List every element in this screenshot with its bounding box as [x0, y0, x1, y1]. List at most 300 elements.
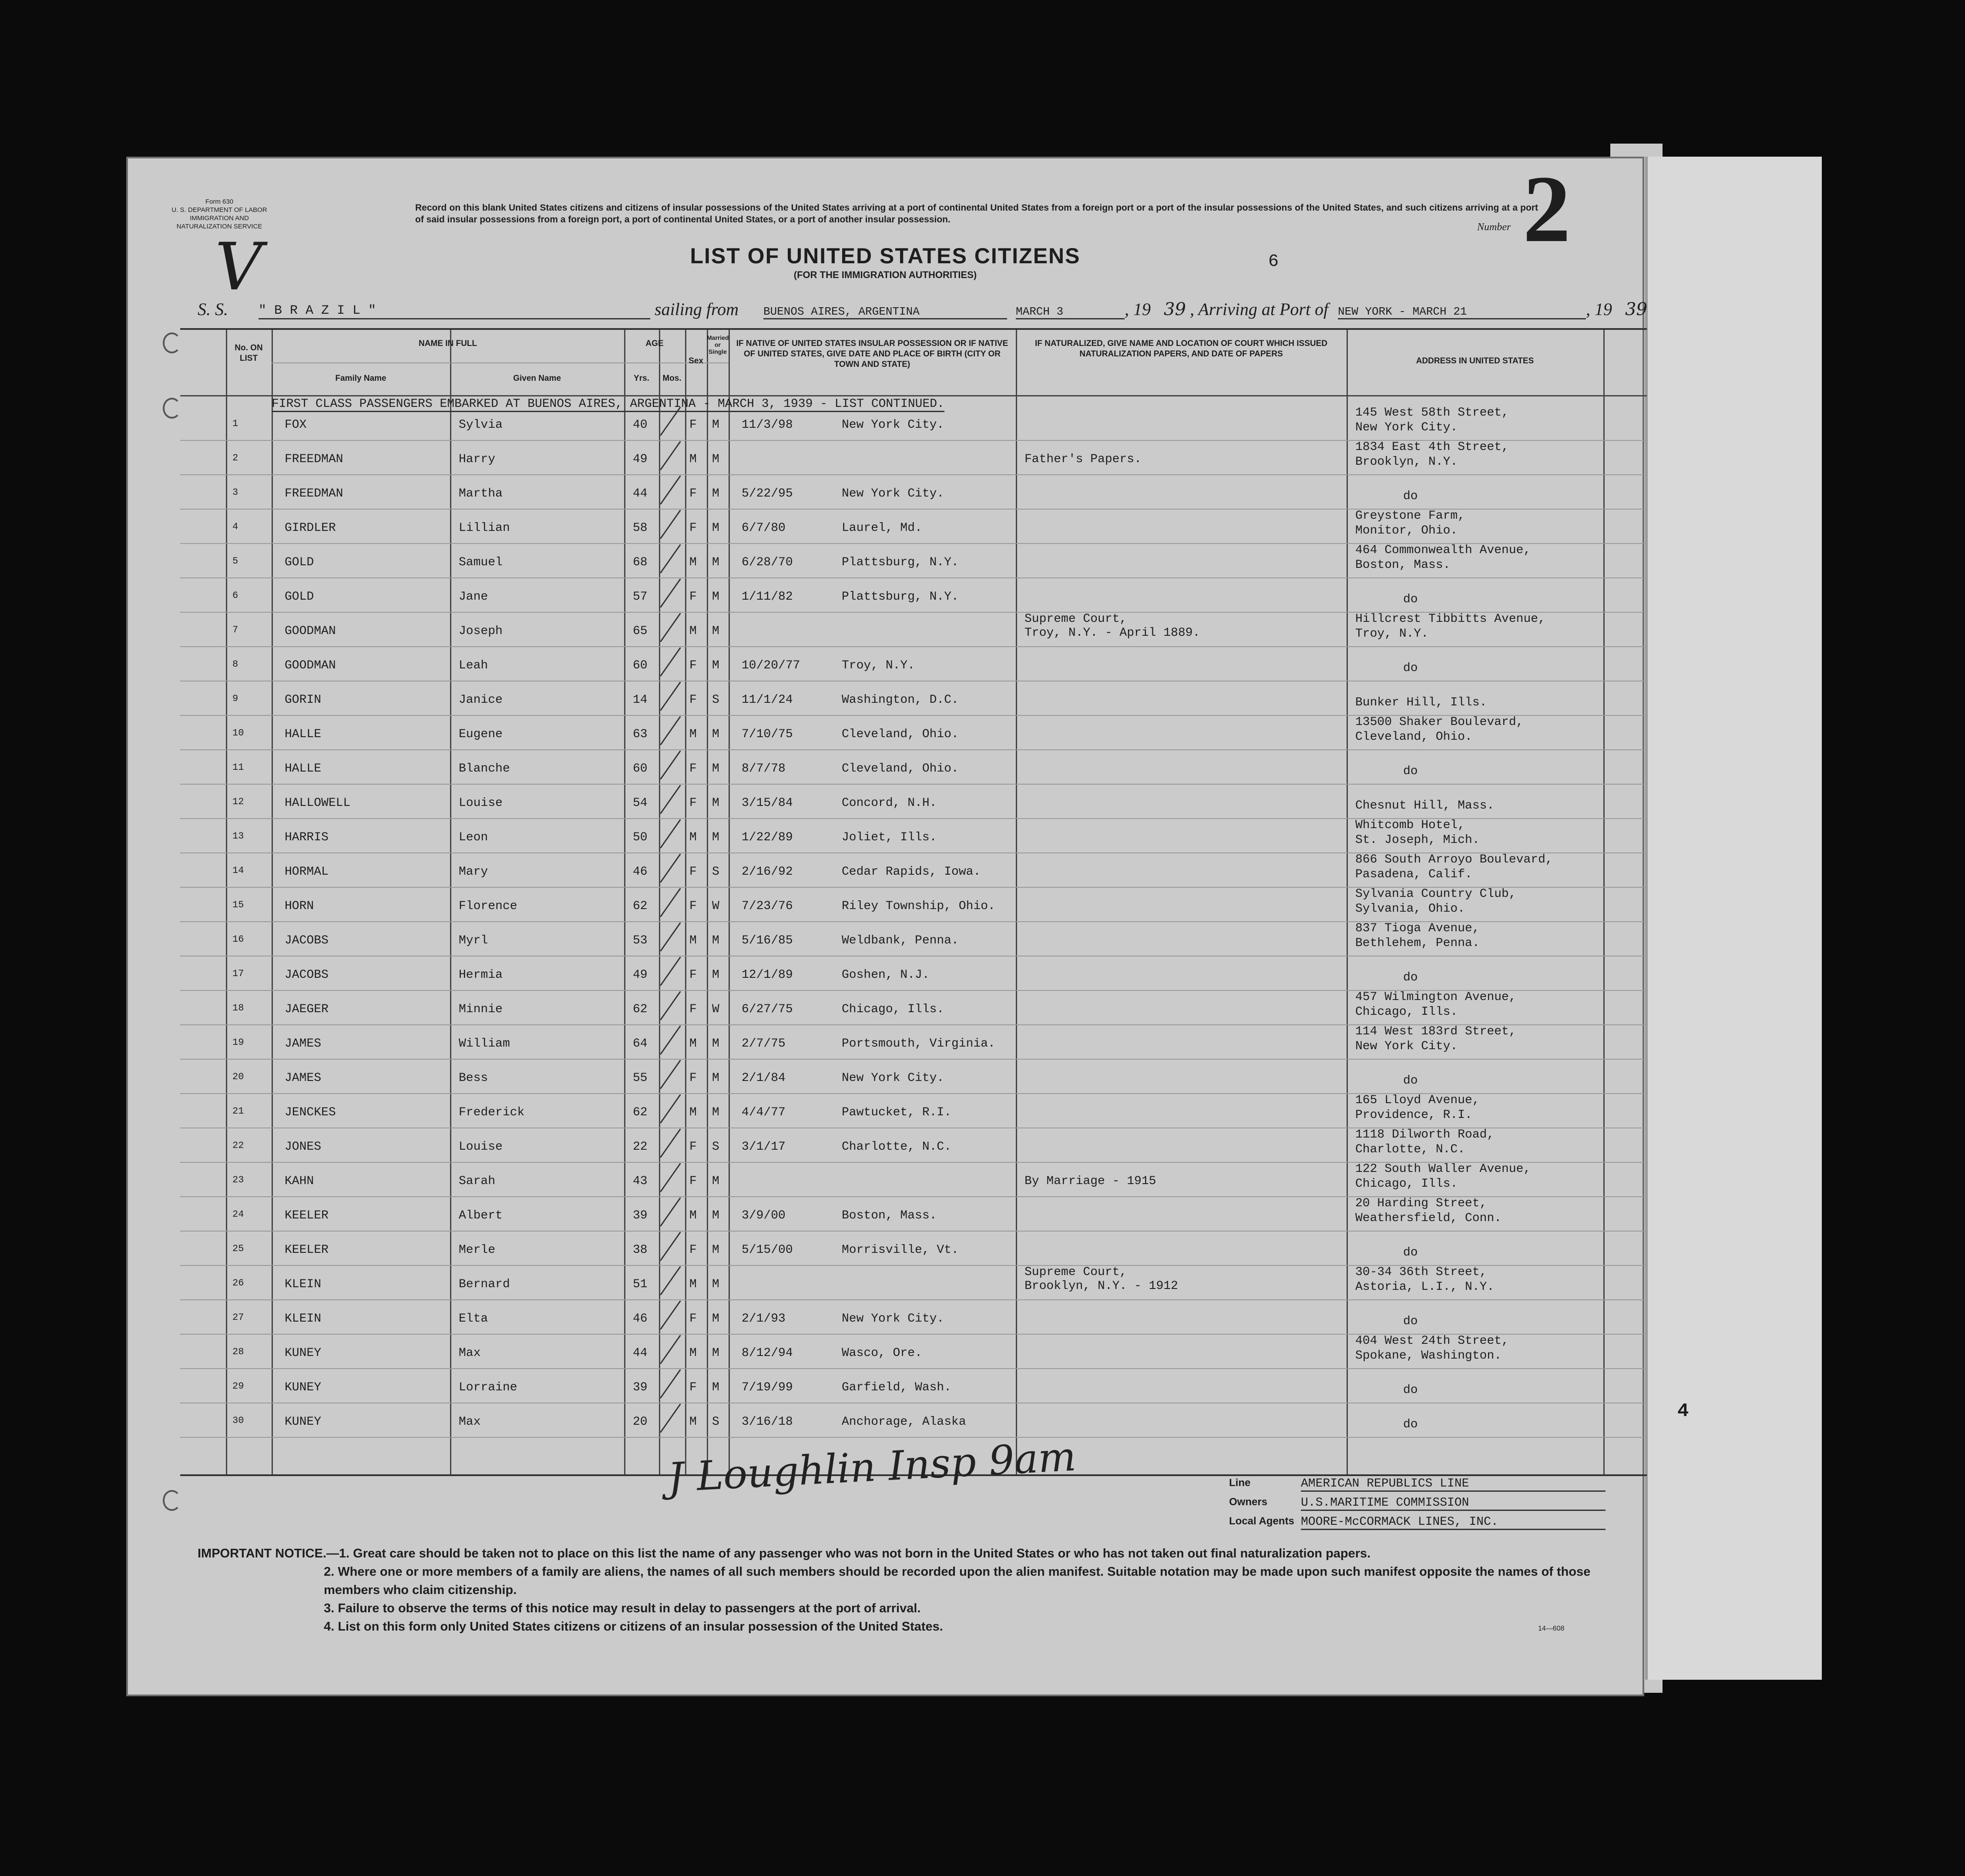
sex: F	[689, 418, 697, 432]
tally-stroke	[660, 1403, 681, 1433]
table-row	[180, 440, 1647, 474]
family-name: KUNEY	[285, 1415, 322, 1429]
birth-place: Laurel, Md.	[842, 521, 922, 535]
given-name: Martha	[459, 487, 503, 500]
birth-date: 2/7/75	[742, 1037, 786, 1050]
given-name: Sylvia	[459, 418, 503, 432]
table-row	[180, 1300, 1647, 1334]
marital-status: M	[712, 796, 719, 810]
birth-place: Riley Township, Ohio.	[842, 899, 995, 913]
sex: F	[689, 865, 697, 879]
ss-label: S. S.	[198, 299, 228, 319]
departure-port: BUENOS AIRES, ARGENTINA	[763, 305, 1007, 319]
header-address: ADDRESS IN UNITED STATES	[1416, 356, 1534, 366]
address-line-2: New York City.	[1355, 1040, 1458, 1053]
row-number: 3	[232, 487, 238, 498]
row-number: 14	[232, 865, 244, 876]
given-name: Frederick	[459, 1106, 525, 1119]
given-name: Joseph	[459, 624, 503, 638]
address-line-2: Charlotte, N.C.	[1355, 1143, 1465, 1156]
table-row	[180, 612, 1647, 646]
address-line-1: 165 Lloyd Avenue,	[1355, 1094, 1480, 1107]
birth-date: 5/15/00	[742, 1243, 793, 1257]
header-family: Family Name	[335, 374, 386, 383]
marital-status: S	[712, 693, 719, 707]
given-name: Minnie	[459, 1003, 503, 1016]
address-line-1: 404 West 24th Street,	[1355, 1334, 1509, 1348]
marital-status: M	[712, 1243, 719, 1257]
year2: 39	[1625, 299, 1647, 319]
header-mos: Mos.	[662, 374, 682, 383]
row-number: 11	[232, 762, 244, 773]
form-code: 14—608	[1538, 1625, 1565, 1632]
address-line-1: 837 Tioga Avenue,	[1355, 922, 1480, 935]
birth-place: Cleveland, Ohio.	[842, 762, 959, 775]
marital-status: M	[712, 1037, 719, 1050]
tally-stroke	[660, 956, 681, 986]
marital-status: M	[712, 1175, 719, 1188]
table-row	[180, 853, 1647, 887]
birth-date: 6/27/75	[742, 1003, 793, 1016]
sex: F	[689, 762, 697, 775]
row-number: 10	[232, 728, 244, 738]
age-years: 40	[633, 418, 648, 432]
row-number: 6	[232, 590, 238, 601]
page-subtitle: (FOR THE IMMIGRATION AUTHORITIES)	[793, 269, 977, 280]
naturalization-court: Supreme Court,	[1024, 612, 1127, 626]
table-row	[180, 922, 1647, 956]
marital-status: M	[712, 1381, 719, 1394]
age-years: 62	[633, 1003, 648, 1016]
address-line-2: do	[1403, 661, 1418, 675]
family-name: KAHN	[285, 1175, 314, 1188]
header-naturalized: IF NATURALIZED, GIVE NAME AND LOCATION OF COURT WHICH ISSUED NATURALIZATION PAPERS, AND DATE OF PAPERS	[1035, 339, 1327, 359]
owners-value: U.S.MARITIME COMMISSION	[1301, 1496, 1606, 1511]
given-name: Leon	[459, 831, 488, 844]
address-line-1: Greystone Farm,	[1355, 509, 1465, 523]
row-number: 23	[232, 1175, 244, 1185]
sex: F	[689, 1243, 697, 1257]
tally-stroke	[660, 510, 681, 539]
table-row	[180, 1025, 1647, 1059]
table-row	[180, 1162, 1647, 1196]
birth-place: Cedar Rapids, Iowa.	[842, 865, 981, 879]
family-name: JACOBS	[285, 934, 329, 947]
sailing-label: sailing from	[655, 299, 739, 319]
notice-title: IMPORTANT NOTICE.—1.	[198, 1547, 350, 1561]
address-line-2: Cleveland, Ohio.	[1355, 730, 1472, 744]
table-row	[180, 956, 1647, 990]
year1: 39	[1164, 299, 1186, 319]
tally-stroke	[660, 681, 681, 711]
sex: F	[689, 659, 697, 672]
address-line-2: Providence, R.I.	[1355, 1108, 1472, 1122]
tally-stroke	[660, 991, 681, 1020]
service-label: IMMIGRATION AND NATURALIZATION SERVICE	[176, 215, 262, 230]
agents-value: MOORE-McCORMACK LINES, INC.	[1301, 1515, 1606, 1530]
marital-status: M	[712, 1106, 719, 1119]
address-line-2: Bunker Hill, Ills.	[1355, 696, 1487, 709]
arriving-label: , Arriving at Port of	[1190, 299, 1329, 319]
age-years: 20	[633, 1415, 648, 1429]
binder-hole	[163, 1490, 181, 1511]
birth-place: Wasco, Ore.	[842, 1346, 922, 1360]
address-line-2: do	[1403, 593, 1418, 606]
sex: F	[689, 1312, 697, 1326]
address-line-2: Chicago, Ills.	[1355, 1177, 1458, 1191]
birth-place: Cleveland, Ohio.	[842, 728, 959, 741]
address-line-1: 114 West 183rd Street,	[1355, 1025, 1516, 1038]
naturalization-court: By Marriage - 1915	[1024, 1175, 1156, 1188]
row-number: 5	[232, 556, 238, 567]
birth-place: New York City.	[842, 1071, 944, 1085]
sex: F	[689, 590, 697, 604]
sex: M	[689, 1278, 697, 1291]
naturalization-detail: Troy, N.Y. - April 1889.	[1024, 626, 1200, 640]
address-line-1: 1118 Dilworth Road,	[1355, 1128, 1495, 1141]
given-name: Hermia	[459, 968, 503, 982]
address-line-1: Whitcomb Hotel,	[1355, 819, 1465, 832]
sex: M	[689, 728, 697, 741]
ship-name: " B R A Z I L "	[259, 303, 650, 319]
marital-status: W	[712, 899, 719, 913]
family-name: GOODMAN	[285, 659, 336, 672]
row-number: 18	[232, 1003, 244, 1014]
family-name: FREEDMAN	[285, 487, 343, 500]
age-years: 38	[633, 1243, 648, 1257]
tally-stroke	[660, 1335, 681, 1364]
line-value: AMERICAN REPUBLICS LINE	[1301, 1477, 1606, 1492]
address-line-2: Troy, N.Y.	[1355, 627, 1429, 641]
sex: M	[689, 1415, 697, 1429]
marital-status: M	[712, 968, 719, 982]
marital-status: S	[712, 1415, 719, 1429]
family-name: JACOBS	[285, 968, 329, 982]
address-line-2: do	[1403, 490, 1418, 503]
given-name: Bess	[459, 1071, 488, 1085]
age-years: 14	[633, 693, 648, 707]
given-name: Louise	[459, 796, 503, 810]
table-row	[180, 819, 1647, 852]
given-name: Max	[459, 1346, 481, 1360]
row-number: 16	[232, 934, 244, 945]
row-number: 25	[232, 1243, 244, 1254]
birth-place: Charlotte, N.C.	[842, 1140, 952, 1154]
family-name: HALLOWELL	[285, 796, 351, 810]
tally-stroke	[660, 578, 681, 607]
tally-stroke	[660, 1094, 681, 1123]
birth-date: 6/28/70	[742, 556, 793, 569]
address-line-1: 457 Wilmington Avenue,	[1355, 990, 1516, 1004]
age-years: 43	[633, 1175, 648, 1188]
address-line-1: Hillcrest Tibbitts Avenue,	[1355, 612, 1545, 626]
table-row	[180, 1128, 1647, 1162]
sex: M	[689, 1346, 697, 1360]
birth-place: Washington, D.C.	[842, 693, 959, 707]
marital-status: S	[712, 1140, 719, 1154]
given-name: Leah	[459, 659, 488, 672]
birth-date: 2/1/84	[742, 1071, 786, 1085]
inspector-signature: J Loughlin Insp 9am	[666, 1433, 1078, 1501]
address-line-2: Spokane, Washington.	[1355, 1349, 1502, 1363]
address-line-2: Weathersfield, Conn.	[1355, 1212, 1502, 1225]
age-years: 63	[633, 728, 648, 741]
marital-status: M	[712, 453, 719, 466]
age-years: 53	[633, 934, 648, 947]
birth-date: 6/7/80	[742, 521, 786, 535]
table-row	[180, 544, 1647, 577]
family-name: JAMES	[285, 1071, 322, 1085]
line-block	[1229, 1477, 1634, 1534]
address-line-1: 464 Commonwealth Avenue,	[1355, 544, 1531, 557]
row-number: 1	[232, 418, 238, 429]
family-name: JENCKES	[285, 1106, 336, 1119]
sex: F	[689, 899, 697, 913]
given-name: Elta	[459, 1312, 488, 1326]
birth-date: 3/16/18	[742, 1415, 793, 1429]
marital-status: W	[712, 1003, 719, 1016]
address-line-2: New York City.	[1355, 421, 1458, 434]
tally-stroke	[660, 922, 681, 951]
sex: M	[689, 556, 697, 569]
address-line-1: 1834 East 4th Street,	[1355, 440, 1509, 454]
table-row	[180, 406, 1647, 440]
sex: M	[689, 1209, 697, 1222]
header-name: NAME IN FULL	[418, 339, 477, 348]
birth-date: 5/22/95	[742, 487, 793, 500]
table-row	[180, 1094, 1647, 1128]
age-years: 49	[633, 453, 648, 466]
family-name: KUNEY	[285, 1381, 322, 1394]
marital-status: M	[712, 590, 719, 604]
birth-place: Plattsburg, N.Y.	[842, 590, 959, 604]
marital-status: M	[712, 1278, 719, 1291]
birth-place: Boston, Mass.	[842, 1209, 937, 1222]
table-row	[180, 887, 1647, 921]
row-number: 17	[232, 968, 244, 979]
address-line-2: do	[1403, 1418, 1418, 1431]
header-married: Married or Single	[707, 334, 729, 355]
row-number: 20	[232, 1071, 244, 1082]
table-row	[180, 1403, 1647, 1437]
age-years: 68	[633, 556, 648, 569]
address-line-2: do	[1403, 971, 1418, 984]
sex: F	[689, 521, 697, 535]
check-mark: V	[215, 229, 262, 305]
table-row	[180, 1265, 1647, 1299]
sex: F	[689, 487, 697, 500]
binder-hole	[163, 398, 181, 419]
given-name: Eugene	[459, 728, 503, 741]
birth-place: Anchorage, Alaska	[842, 1415, 966, 1429]
table-row	[180, 784, 1647, 818]
departure-date: MARCH 3	[1016, 305, 1125, 319]
sex: M	[689, 934, 697, 947]
age-years: 39	[633, 1209, 648, 1222]
given-name: Myrl	[459, 934, 488, 947]
age-years: 39	[633, 1381, 648, 1394]
given-name: Lorraine	[459, 1381, 517, 1394]
family-name: GIRDLER	[285, 521, 336, 535]
address-line-1: 866 South Arroyo Boulevard,	[1355, 853, 1553, 866]
birth-date: 7/23/76	[742, 899, 793, 913]
family-name: FOX	[285, 418, 307, 432]
tally-stroke	[660, 716, 681, 745]
age-years: 62	[633, 899, 648, 913]
birth-place: New York City.	[842, 487, 944, 500]
marital-status: M	[712, 556, 719, 569]
marital-status: M	[712, 728, 719, 741]
marital-status: M	[712, 659, 719, 672]
table-row	[180, 990, 1647, 1024]
header-birth: IF NATIVE OF UNITED STATES INSULAR POSSESSION OR IF NATIVE OF UNITED STATES, GIVE DATE AND PLACE OF BIRTH (CITY OR TOWN AND STATE)	[736, 339, 1008, 369]
sex: F	[689, 1381, 697, 1394]
birth-place: Pawtucket, R.I.	[842, 1106, 952, 1119]
address-line-2: do	[1403, 765, 1418, 778]
tally-stroke	[660, 1197, 681, 1226]
address-line-2: Bethlehem, Penna.	[1355, 936, 1480, 950]
tally-stroke	[660, 647, 681, 676]
tally-stroke	[660, 1369, 681, 1398]
row-number: 19	[232, 1037, 244, 1048]
birth-date: 11/3/98	[742, 418, 793, 432]
address-line-1: 20 Harding Street,	[1355, 1197, 1487, 1210]
row-number: 26	[232, 1278, 244, 1289]
address-line-1: 30-34 36th Street,	[1355, 1265, 1487, 1279]
birth-place: New York City.	[842, 418, 944, 432]
age-years: 57	[633, 590, 648, 604]
row-number: 12	[232, 796, 244, 807]
year2-prefix: , 19	[1586, 299, 1612, 319]
birth-date: 2/1/93	[742, 1312, 786, 1326]
tally-stroke	[660, 750, 681, 779]
age-years: 64	[633, 1037, 648, 1050]
row-number: 4	[232, 521, 238, 532]
address-line-1: Sylvania Country Club,	[1355, 887, 1516, 901]
sheet-mark: 6	[1268, 252, 1279, 272]
header-sex: Sex	[689, 356, 703, 366]
tally-stroke	[660, 544, 681, 573]
list-number: 2	[1523, 156, 1571, 262]
address-line-2: Brooklyn, N.Y.	[1355, 455, 1458, 469]
birth-place: Troy, N.Y.	[842, 659, 915, 672]
age-years: 58	[633, 521, 648, 535]
row-number: 28	[232, 1346, 244, 1357]
age-years: 54	[633, 796, 648, 810]
sex: F	[689, 1003, 697, 1016]
arrival-port-date: NEW YORK - MARCH 21	[1338, 305, 1586, 319]
naturalization-court: Father's Papers.	[1024, 453, 1142, 466]
notice-2: 2. Where one or more members of a family are aliens, the names of all such members should be recorded upon the alien manifest. Suitable notation may be made upon such manifest opposite the names of those members who claim citizenship.	[324, 1565, 1591, 1597]
owners-label: Owners	[1229, 1496, 1268, 1508]
family-name: JAEGER	[285, 1003, 329, 1016]
birth-place: Garfield, Wash.	[842, 1381, 952, 1394]
family-name: GOODMAN	[285, 624, 336, 638]
voyage-line	[198, 289, 1647, 319]
given-name: Samuel	[459, 556, 503, 569]
year1-prefix: , 19	[1125, 299, 1151, 319]
birth-date: 10/20/77	[742, 659, 800, 672]
birth-date: 3/15/84	[742, 796, 793, 810]
table-row	[180, 1369, 1647, 1403]
table-row	[180, 681, 1647, 715]
notice-3: 3. Failure to observe the terms of this notice may result in delay to passengers at the port of arrival.	[324, 1601, 921, 1615]
table-row	[180, 1059, 1647, 1093]
table-row	[180, 1197, 1647, 1231]
row-number: 7	[232, 624, 238, 635]
address-line-1: 122 South Waller Avenue,	[1355, 1162, 1531, 1176]
row-number: 21	[232, 1106, 244, 1117]
birth-date: 2/16/92	[742, 865, 793, 879]
sex: M	[689, 453, 697, 466]
address-line-2: Monitor, Ohio.	[1355, 524, 1458, 537]
header-yrs: Yrs.	[634, 374, 649, 383]
table-row	[180, 1334, 1647, 1368]
row-number: 29	[232, 1381, 244, 1392]
family-name: HALLE	[285, 762, 322, 775]
given-name: Louise	[459, 1140, 503, 1154]
given-name: Merle	[459, 1243, 496, 1257]
address-line-2: do	[1403, 1315, 1418, 1328]
manifest-sheet	[126, 156, 1689, 1696]
sex: M	[689, 831, 697, 844]
binder-hole	[163, 332, 181, 353]
naturalization-detail: Brooklyn, N.Y. - 1912	[1024, 1279, 1178, 1293]
tally-stroke	[660, 1300, 681, 1329]
age-years: 60	[633, 762, 648, 775]
birth-date: 12/1/89	[742, 968, 793, 982]
family-name: KEELER	[285, 1243, 329, 1257]
age-years: 65	[633, 624, 648, 638]
birth-date: 1/11/82	[742, 590, 793, 604]
age-years: 46	[633, 1312, 648, 1326]
agents-label: Local Agents	[1229, 1515, 1294, 1527]
table-row	[180, 578, 1647, 612]
department-label: U. S. DEPARTMENT OF LABOR	[171, 206, 267, 214]
tally-stroke	[660, 1163, 681, 1192]
birth-place: Weldbank, Penna.	[842, 934, 959, 947]
sex: F	[689, 1175, 697, 1188]
birth-place: Portsmouth, Virginia.	[842, 1037, 995, 1050]
table-row	[180, 509, 1647, 543]
marital-status: M	[712, 1071, 719, 1085]
family-name: GOLD	[285, 590, 314, 604]
age-years: 50	[633, 831, 648, 844]
family-name: KLEIN	[285, 1278, 322, 1291]
address-line-2: Astoria, L.I., N.Y.	[1355, 1280, 1495, 1294]
tally-stroke	[660, 441, 681, 470]
tally-stroke	[660, 1025, 681, 1054]
family-name: FREEDMAN	[285, 453, 343, 466]
row-number: 8	[232, 659, 238, 670]
row-number: 13	[232, 831, 244, 842]
given-name: Bernard	[459, 1278, 510, 1291]
birth-date: 8/7/78	[742, 762, 786, 775]
tally-stroke	[660, 785, 681, 814]
given-name: Harry	[459, 453, 496, 466]
tally-stroke	[660, 1128, 681, 1158]
row-number: 2	[232, 453, 238, 463]
row-number: 22	[232, 1140, 244, 1151]
marital-status: M	[712, 418, 719, 432]
birth-place: Chicago, Ills.	[842, 1003, 944, 1016]
table-row	[180, 1231, 1647, 1265]
tally-stroke	[660, 819, 681, 848]
marital-status: M	[712, 762, 719, 775]
birth-place: Plattsburg, N.Y.	[842, 556, 959, 569]
marital-status: S	[712, 865, 719, 879]
marital-status: M	[712, 521, 719, 535]
